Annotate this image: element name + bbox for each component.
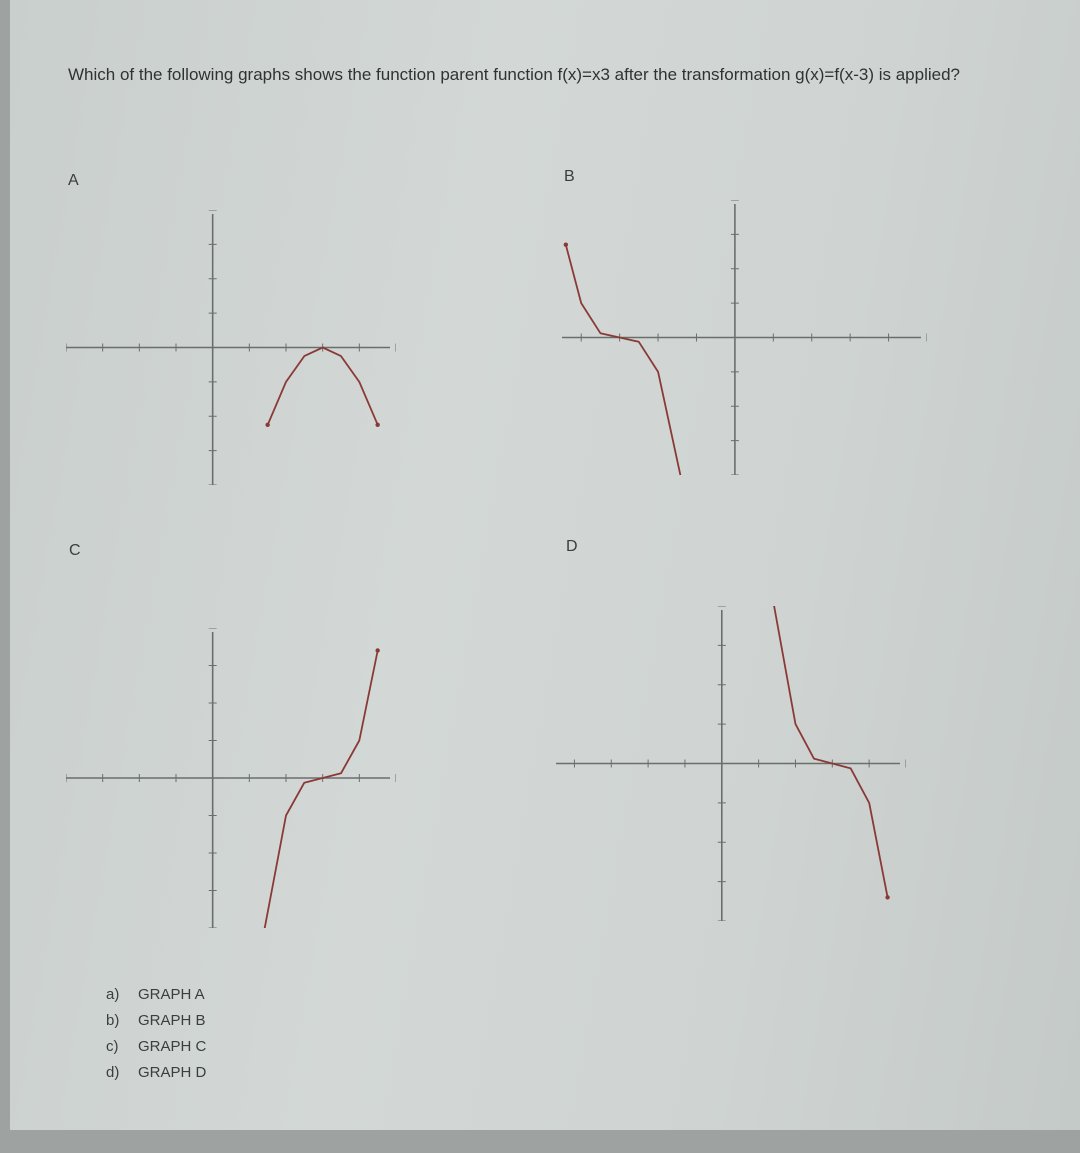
graph-a	[66, 210, 396, 485]
answer-choices	[106, 982, 206, 1086]
graph-d-svg	[556, 606, 906, 921]
curve-a	[268, 348, 378, 425]
curve-c	[264, 651, 378, 929]
curve-b	[566, 245, 681, 475]
curve-endpoint	[885, 895, 889, 899]
graph-b-svg	[562, 200, 927, 475]
curve-endpoint	[265, 423, 269, 427]
graph-a-svg	[66, 210, 396, 485]
answer-d[interactable]: d) GRAPH D	[106, 1064, 207, 1081]
graph-label-d: D	[566, 538, 578, 555]
graph-label-c: C	[69, 542, 81, 559]
graph-label-a: A	[68, 172, 79, 189]
graph-d	[556, 606, 906, 921]
worksheet-page	[10, 0, 1080, 1130]
graph-c-svg	[66, 628, 396, 928]
question-text: Which of the following graphs shows the function parent function f(x)=x3 after the transformation g(x)=f(x-3) is applied?	[68, 65, 961, 84]
curve-endpoint	[375, 423, 379, 427]
answer-b[interactable]: b) GRAPH B	[106, 1012, 206, 1029]
curve-endpoint	[564, 242, 568, 246]
graph-b	[562, 200, 927, 475]
curve-endpoint	[375, 648, 379, 652]
graph-c	[66, 628, 396, 928]
answer-a[interactable]: a) GRAPH A	[106, 986, 205, 1003]
graph-label-b: B	[564, 168, 575, 185]
curve-d	[773, 606, 887, 897]
answer-c[interactable]: c) GRAPH C	[106, 1038, 207, 1055]
